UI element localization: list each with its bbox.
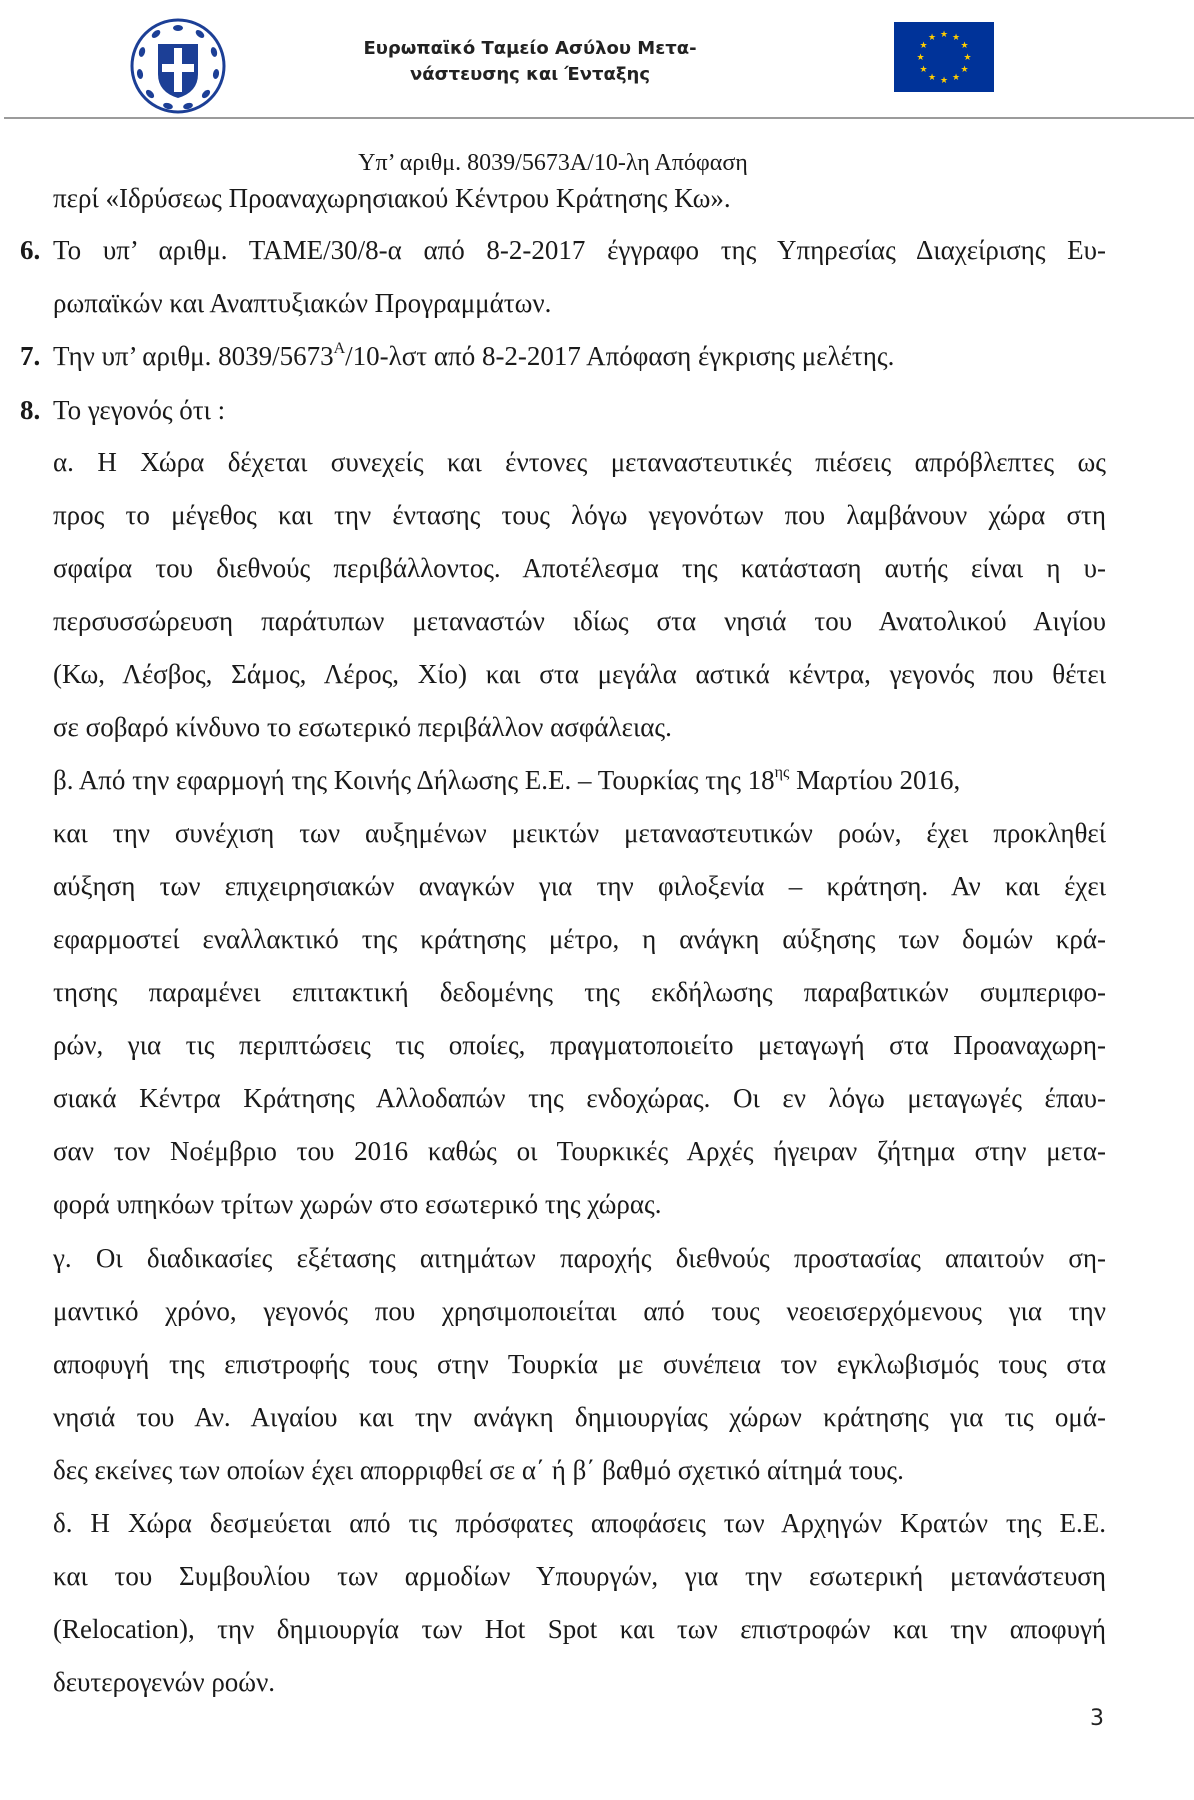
- para-b-line-1: [53, 762, 1106, 798]
- svg-text:★: ★: [939, 30, 949, 40]
- para-a-line-5: (Κω, Λέσβος, Σάμος, Λέρος, Χίο) και στα μεγάλα αστικά κέντρα, γεγονός που θέτει: [53, 659, 1106, 689]
- para-a-line-3: σφαίρα του διεθνούς περιβάλλοντος. Αποτέλεσμα της κατάσταση αυτής είναι η υ-: [53, 553, 1106, 583]
- para-c-line-2: μαντικό χρόνο, γεγονός που χρησιμοποιείται από τους νεοεισερχόμενους για την: [53, 1296, 1106, 1326]
- para-c-line-4: νησιά του Αν. Αιγαίου και την ανάγκη δημιουργίας χώρων κράτησης για τις ομά-: [53, 1402, 1106, 1432]
- svg-text:★: ★: [960, 65, 969, 75]
- para-c-line-5: δες εκείνες των οποίων έχει απορριφθεί σε α΄ ή β΄ βαθμό σχετικό αίτημά τους.: [53, 1455, 904, 1485]
- item-number-7: 7.: [20, 341, 41, 371]
- para-b-line-2: και την συνέχιση των αυξημένων μεικτών μεταναστευτικών ροών, έχει προκληθεί: [53, 818, 1106, 848]
- para-b-line-9: φορά υπηκόων τρίτων χωρών στο εσωτερικό της χώρας.: [53, 1189, 662, 1219]
- hellenic-republic-emblem-icon: [130, 18, 226, 114]
- svg-text:★: ★: [927, 33, 937, 43]
- para-b-text-a-main: β. Από την εφαρμογή της Κοινής Δήλωσης Ε.Ε. – Τουρκίας της 18: [53, 765, 775, 795]
- item-7-line: [53, 338, 1106, 374]
- svg-text:★: ★: [919, 41, 928, 51]
- item-number-6: 6.: [20, 235, 41, 265]
- item-number-8: 8.: [20, 395, 41, 425]
- fund-title-line-2: νάστευσης και Ένταξης: [410, 64, 650, 85]
- para-d-line-1: δ. Η Χώρα δεσμεύεται από τις πρόσφατες αποφάσεις των Αρχηγών Κρατών της Ε.Ε.: [53, 1508, 1106, 1538]
- para-a-line-4: περσυσσώρευση παράτυπων μεταναστών ιδίως στα νησιά του Ανατολικού Αιγίου: [53, 606, 1106, 636]
- page-number: 3: [1090, 1706, 1104, 1731]
- para-c-line-1: γ. Οι διαδικασίες εξέτασης αιτημάτων παροχής διεθνούς προστασίας απαιτούν ση-: [53, 1243, 1106, 1273]
- para-b-line-7: σιακά Κέντρα Κράτησης Αλλοδαπών της ενδοχώρας. Οι εν λόγω μεταγωγές έπαυ-: [53, 1083, 1106, 1113]
- item-7-text-b: /10-λστ από 8-2-2017 Απόφαση έγκρισης μελέτης.: [345, 341, 895, 371]
- para-d-line-2: και του Συμβουλίου των αρμοδίων Υπουργών, για την εσωτερική μετανάστευση: [53, 1561, 1106, 1591]
- para-d-line-3: (Relocation), την δημιουργία των Hot Spot και των επιστροφών και την αποφυγή: [53, 1614, 1106, 1644]
- para-b-text-b: Μαρτίου 2016,: [789, 765, 961, 795]
- svg-text:★: ★: [951, 33, 961, 43]
- svg-text:★: ★: [919, 65, 928, 75]
- item-6-line-2: ρωπαϊκών και Αναπτυξιακών Προγραμμάτων.: [53, 288, 552, 318]
- svg-text:★: ★: [916, 53, 925, 63]
- header-divider: [4, 117, 1194, 119]
- item-7-text-a: Την υπ’ αριθμ. 8039/5673: [53, 341, 334, 371]
- svg-text:★: ★: [927, 73, 937, 83]
- para-b-line-6: ρών, για τις περιπτώσεις τις οποίες, πραγματοποιείτο μεταγωγή στα Προαναχωρη-: [53, 1030, 1106, 1060]
- para-b-superscript: ης: [774, 764, 790, 781]
- item-6-line-1: Το υπ’ αριθμ. ΤΑΜΕ/30/8-α από 8-2-2017 έγγραφο της Υπηρεσίας Διαχείρισης Ευ-: [53, 235, 1106, 265]
- svg-text:★: ★: [951, 73, 961, 83]
- para-b-line-4: εφαρμοστεί εναλλακτικό της κράτησης μέτρο, η ανάγκη αύξησης των δομών κρά-: [53, 924, 1106, 954]
- para-a-line-6: σε σοβαρό κίνδυνο το εσωτερικό περιβάλλον ασφάλειας.: [53, 712, 672, 742]
- para-d-line-4: δευτερογενών ροών.: [53, 1667, 276, 1697]
- para-b-text-a: [53, 762, 960, 798]
- intro-continuation: περί «Ιδρύσεως Προαναχωρησιακού Κέντρου Κράτησης Κω».: [53, 183, 731, 213]
- item-7-superscript: Α: [333, 340, 346, 357]
- para-a-line-2: προς το μέγεθος και την έντασης τους λόγω γεγονότων που λαμβάνουν χώρα στη: [53, 500, 1106, 530]
- para-b-line-5: τησης παραμένει επιτακτική δεδομένης της εκδήλωσης παραβατικών συμπεριφο-: [53, 977, 1106, 1007]
- eu-flag-icon: [894, 22, 994, 92]
- para-b-line-8: σαν τον Νοέμβριο του 2016 καθώς οι Τουρκικές Αρχές ήγειραν ζήτημα στην μετα-: [53, 1136, 1106, 1166]
- item-8-line: Το γεγονός ότι :: [53, 395, 226, 425]
- para-b-line-3: αύξηση των επιχειρησιακών αναγκών για την φιλοξενία – κράτηση. Αν και έχει: [53, 871, 1106, 901]
- svg-text:★: ★: [963, 53, 972, 63]
- para-a-line-1: α. Η Χώρα δέχεται συνεχείς και έντονες μεταναστευτικές πιέσεις απρόβλεπτες ως: [53, 447, 1106, 477]
- fund-title-line-1: Ευρωπαϊκό Ταμείο Ασύλου Μετα-: [363, 38, 697, 59]
- fund-title: [330, 36, 730, 88]
- para-c-line-3: αποφυγή της επιστροφής τους στην Τουρκία με συνέπεια τον εγκλωβισμός τους στα: [53, 1349, 1106, 1379]
- svg-text:★: ★: [939, 76, 949, 86]
- decision-reference: Υπ’ αριθμ. 8039/5673Α/10-λη Απόφαση: [358, 150, 748, 176]
- svg-text:★: ★: [960, 41, 969, 51]
